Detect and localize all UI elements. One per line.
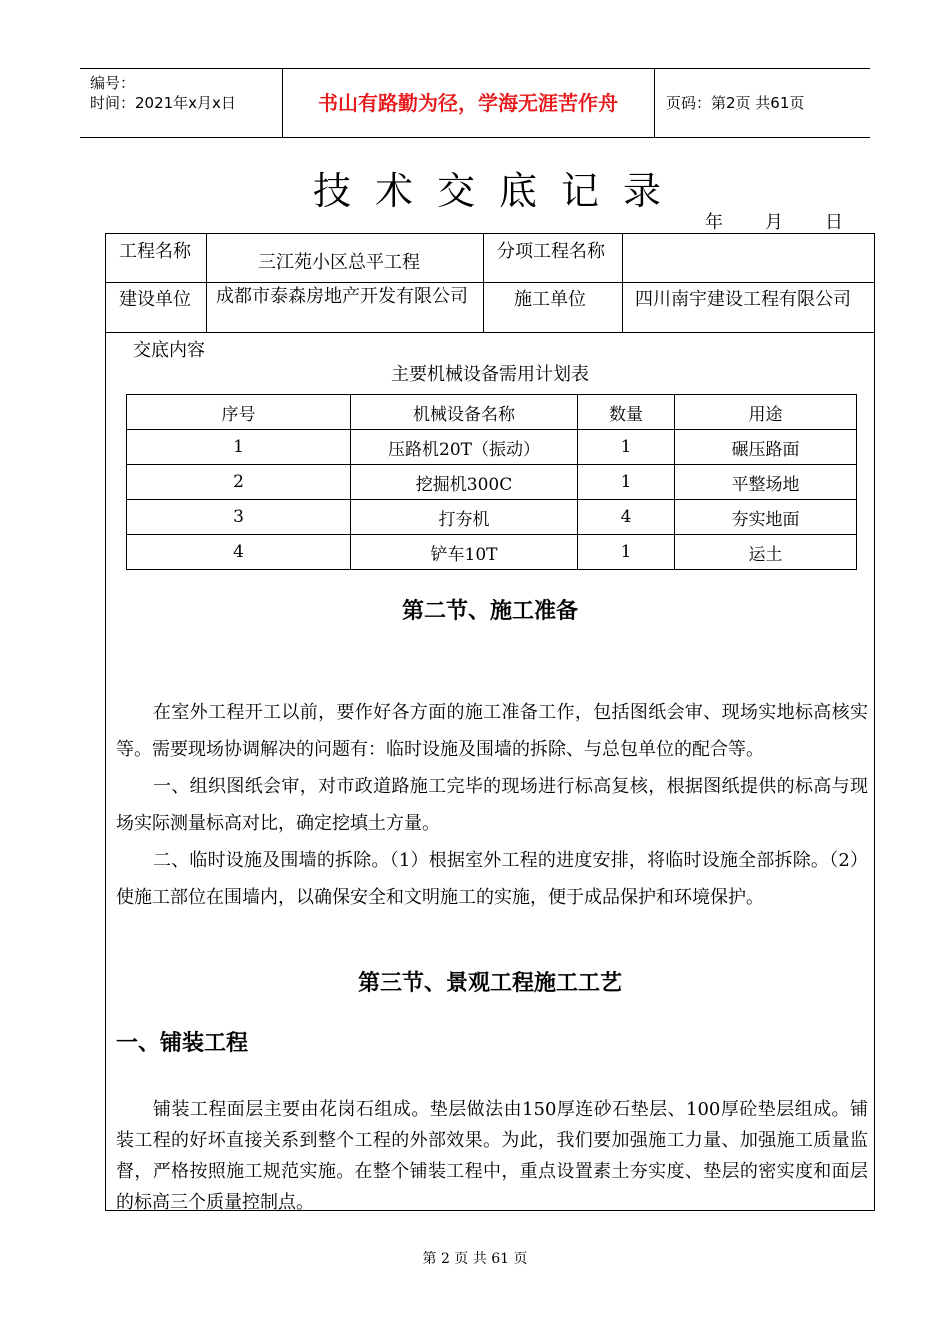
equipment-table [126, 394, 857, 570]
section2-heading: 第二节、施工准备 [401, 599, 578, 624]
table-cell: 1 [127, 430, 351, 465]
header-cell: 用途 [675, 395, 857, 430]
content-label: 交底内容 [133, 340, 205, 361]
owner-label-cell [106, 282, 207, 332]
section2-paragraph: 一、组织图纸会审，对市政道路施工完毕的现场进行标高复核，根据图纸提供的标高与现场实际测量标高对比，确定挖填土方量。 [116, 776, 868, 834]
table-row [127, 465, 857, 500]
owner-name: 成都市泰森房地产开发有限公司 [216, 286, 468, 307]
table-cell: 2 [127, 465, 351, 500]
section3-paragraph: 铺装工程面层主要由花岗石组成。垫层做法由150厚连砂石垫层、100厚砼垫层组成。铺装工程的好坏直接关系到整个工程的外部效果。为此，我们要加强施工力量、加强施工质量监督，严格按照施工规范实施。在整个铺装工程中，重点设置素土夯实度、垫层的密实度和面层的标高三个质量控制点。 [116, 1099, 868, 1213]
contractor-label-cell [483, 282, 623, 332]
table-cell: 1 [578, 465, 675, 500]
table-cell: 4 [127, 535, 351, 570]
section2-paragraph: 在室外工程开工以前，要作好各方面的施工准备工作，包括图纸会审、现场实地标高核实等。需要现场协调解决的问题有：临时设施及围墙的拆除、与总包单位的配合等。 [116, 702, 868, 760]
table-caption: 主要机械设备需用计划表 [391, 364, 589, 385]
sub-project-cell [622, 234, 874, 282]
table-cell: 夯实地面 [675, 500, 857, 535]
info-row-units [106, 282, 874, 333]
table-row [127, 500, 857, 535]
header-cell: 数量 [578, 395, 675, 430]
table-cell: 铲车10T [351, 535, 578, 570]
document-header [80, 68, 870, 138]
table-cell: 碾压路面 [675, 430, 857, 465]
table-cell: 4 [578, 500, 675, 535]
number-label: 编号： [90, 74, 136, 92]
date-year: 年 [705, 212, 723, 233]
date-row [705, 208, 843, 234]
page-title: 技术交底记录 [312, 169, 685, 213]
page-info: 页码：第2页 共61页 [666, 94, 805, 112]
table-cell: 运土 [675, 535, 857, 570]
table-cell: 3 [127, 500, 351, 535]
table-cell: 压路机20T（振动） [351, 430, 578, 465]
contractor-label: 施工单位 [514, 289, 586, 310]
header-cell: 机械设备名称 [351, 395, 578, 430]
contractor-name: 四川南宇建设工程有限公司 [635, 289, 851, 310]
motto: 书山有路勤为径，学海无涯苦作舟 [282, 69, 655, 137]
table-row [127, 430, 857, 465]
owner-cell [206, 282, 484, 332]
table-cell: 平整场地 [675, 465, 857, 500]
time-label: 时间：2021年x月x日 [90, 94, 236, 112]
table-cell: 打夯机 [351, 500, 578, 535]
header-meta [80, 69, 283, 137]
table-cell: 1 [578, 535, 675, 570]
sub-project-label: 分项工程名称 [497, 241, 605, 262]
project-name-label-cell [106, 234, 207, 282]
table-header-row [127, 395, 857, 430]
section2-paragraph: 二、临时设施及围墙的拆除。（1）根据室外工程的进度安排，将临时设施全部拆除。（2）使施工部位在围墙内，以确保安全和文明施工的实施，便于成品保护和环境保护。 [116, 850, 868, 908]
contractor-cell [622, 282, 874, 332]
project-name-cell [206, 234, 484, 282]
section3-heading: 第三节、景观工程施工工艺 [357, 971, 622, 996]
sub-project-label-cell [483, 234, 623, 282]
date-month: 月 [765, 212, 783, 233]
section3-subheading: 一、铺装工程 [116, 1031, 249, 1056]
table-cell: 1 [578, 430, 675, 465]
info-row-project [106, 234, 874, 283]
table-row [127, 535, 857, 570]
page-footer: 第 2 页 共 61 页 [422, 1251, 528, 1267]
record-frame [105, 233, 875, 1211]
owner-label: 建设单位 [119, 289, 191, 310]
project-name-label: 工程名称 [119, 241, 191, 262]
project-name: 三江苑小区总平工程 [258, 252, 420, 273]
table-cell: 挖掘机300C [351, 465, 578, 500]
date-day: 日 [825, 212, 843, 233]
header-cell: 序号 [127, 395, 351, 430]
